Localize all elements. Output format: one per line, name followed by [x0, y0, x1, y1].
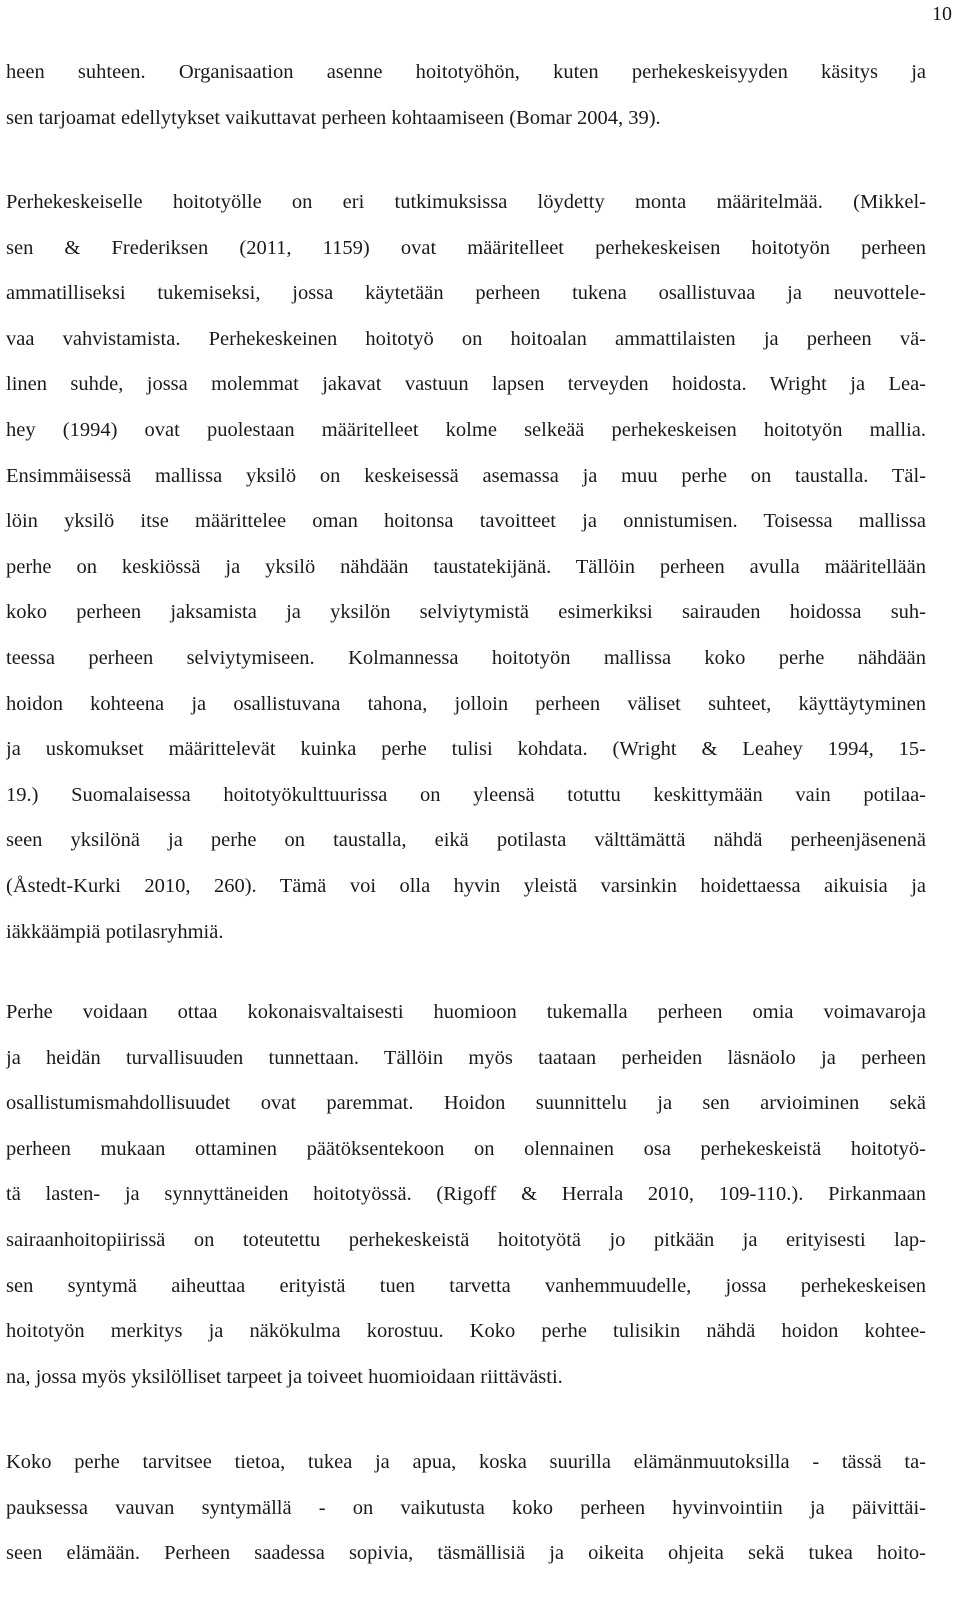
- text-line: seen yksilönä ja perhe on taustalla, eikä potilasta välttämättä nähdä perheenjäsenenä: [6, 829, 926, 852]
- text-line: hoitotyön merkitys ja näkökulma korostuu. Koko perhe tulisikin nähdä hoidon kohtee-: [6, 1320, 926, 1343]
- text-line: (Åstedt-Kurki 2010, 260). Tämä voi olla hyvin yleistä varsinkin hoidettaessa aikuisia ja: [6, 874, 926, 897]
- text-line: sen tarjoamat edellytykset vaikuttavat perheen kohtaamiseen (Bomar 2004, 39).: [6, 106, 661, 129]
- text-line: ja heidän turvallisuuden tunnettaan. Tällöin myös taataan perheiden läsnäolo ja perheen: [6, 1046, 926, 1069]
- text-line: pauksessa vauvan syntymällä - on vaikutusta koko perheen hyvinvointiin ja päivittäi-: [6, 1496, 926, 1519]
- paragraph-1: [6, 50, 926, 141]
- text-line: löin yksilö itse määrittelee oman hoitonsa tavoitteet ja onnistumisen. Toisessa mallissa: [6, 510, 926, 533]
- text-line: hoidon kohteena ja osallistuvana tahona, jolloin perheen väliset suhteet, käyttäytyminen: [6, 692, 926, 715]
- text-line: sairaanhoitopiirissä on toteutettu perhekeskeistä hoitotyötä jo pitkään ja erityisesti lap-: [6, 1228, 926, 1251]
- page-number: 10: [932, 3, 952, 25]
- text-line: perhe on keskiössä ja yksilö nähdään taustatekijänä. Tällöin perheen avulla määritellään: [6, 555, 926, 578]
- text-line: iäkkäämpiä potilasryhmiä.: [6, 920, 224, 943]
- text-line: 19.) Suomalaisessa hoitotyökulttuurissa on yleensä totuttu keskittymään vain potilaa-: [6, 783, 926, 806]
- text-line: sen & Frederiksen (2011, 1159) ovat määritelleet perhekeskeisen hoitotyön perheen: [6, 236, 926, 259]
- text-line: heen suhteen. Organisaation asenne hoitotyöhön, kuten perhekeskeisyyden käsitys ja: [6, 61, 926, 83]
- text-line: linen suhde, jossa molemmat jakavat vastuun lapsen terveyden hoidosta. Wright ja Lea-: [6, 373, 926, 396]
- text-line: na, jossa myös yksilölliset tarpeet ja toiveet huomioidaan riittävästi.: [6, 1365, 563, 1388]
- text-line: sen syntymä aiheuttaa erityistä tuen tarvetta vanhemmuudelle, jossa perhekeskeisen: [6, 1274, 926, 1297]
- text-line: vaa vahvistamista. Perhekeskeinen hoitotyö on hoitoalan ammattilaisten ja perheen vä-: [6, 327, 926, 350]
- paragraph-4: [6, 1440, 926, 1577]
- text-line: seen elämään. Perheen saadessa sopivia, täsmällisiä ja oikeita ohjeita sekä tukea hoito-: [6, 1542, 926, 1565]
- text-line: teessa perheen selviytymiseen. Kolmannessa hoitotyön mallissa koko perhe nähdään: [6, 646, 926, 669]
- text-line: Koko perhe tarvitsee tietoa, tukea ja apua, koska suurilla elämänmuutoksilla - tässä ta-: [6, 1451, 926, 1473]
- paragraph-2: [6, 180, 926, 955]
- text-line: koko perheen jaksamista ja yksilön selviytymistä esimerkiksi sairauden hoidossa suh-: [6, 601, 926, 624]
- text-line: Ensimmäisessä mallissa yksilö on keskeisessä asemassa ja muu perhe on taustalla. Täl-: [6, 464, 926, 487]
- text-line: Perhekeskeiselle hoitotyölle on eri tutkimuksissa löydetty monta määritelmää. (Mikkel-: [6, 191, 926, 213]
- paragraph-3: [6, 990, 926, 1400]
- text-line: perheen mukaan ottaminen päätöksentekoon on olennainen osa perhekeskeistä hoitotyö-: [6, 1137, 926, 1160]
- text-line: tä lasten- ja synnyttäneiden hoitotyössä. (Rigoff & Herrala 2010, 109-110.). Pirkanmaan: [6, 1183, 926, 1206]
- text-line: osallistumismahdollisuudet ovat paremmat. Hoidon suunnittelu ja sen arvioiminen sekä: [6, 1092, 926, 1115]
- text-line: hey (1994) ovat puolestaan määritelleet kolme selkeää perhekeskeisen hoitotyön mallia.: [6, 418, 926, 441]
- text-line: Perhe voidaan ottaa kokonaisvaltaisesti huomioon tukemalla perheen omia voimavaroja: [6, 1001, 926, 1023]
- text-line: ammatilliseksi tukemiseksi, jossa käytetään perheen tukena osallistuvaa ja neuvottele-: [6, 282, 926, 305]
- text-line: ja uskomukset määrittelevät kuinka perhe tulisi kohdata. (Wright & Leahey 1994, 15-: [6, 738, 926, 761]
